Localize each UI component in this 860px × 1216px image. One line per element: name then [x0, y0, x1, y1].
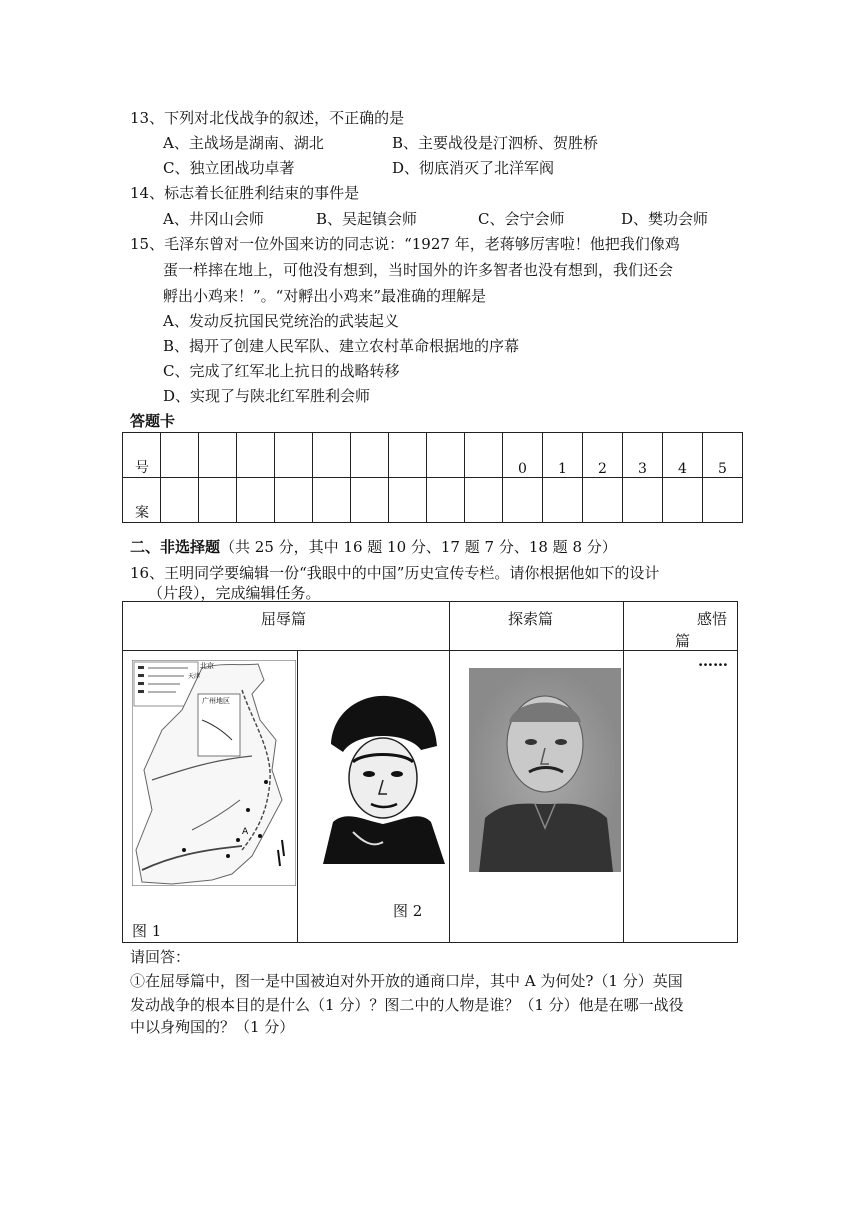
column-header-reflection: 感悟 [697, 610, 728, 628]
grid-divider [623, 602, 624, 942]
answer-cell[interactable] [427, 478, 465, 523]
q14-option-a: A、井冈山会师 [163, 210, 264, 228]
answer-cell[interactable] [161, 478, 199, 523]
answer-cell-number: 5 [703, 433, 743, 478]
section2-heading-line [130, 537, 617, 557]
sub-question-1-line2: 发动战争的根本目的是什么（1 分）？图二中的人物是谁？（1 分）他是在哪一战役 [130, 996, 684, 1014]
answer-cell[interactable] [313, 478, 351, 523]
map-label-beijing: 北京 [200, 662, 214, 670]
answer-cell[interactable] [237, 478, 275, 523]
q14-stem: 14、标志着长征胜利结束的事件是 [130, 184, 360, 202]
q13-option-a: A、主战场是湖南、湖北 [163, 134, 324, 152]
answer-card-answer-row [123, 478, 743, 523]
answer-cell[interactable] [503, 478, 543, 523]
answer-cell-number [389, 433, 427, 478]
please-answer: 请回答： [130, 948, 191, 966]
answer-card-row-label: 号 [123, 433, 161, 478]
q13-option-c: C、独立团战功卓著 [163, 159, 295, 177]
answer-cell[interactable] [275, 478, 313, 523]
answer-card-number-row [123, 433, 743, 478]
answer-cell-number: 2 [583, 433, 623, 478]
answer-cell-number [313, 433, 351, 478]
q13-option-d: D、彻底消灭了北洋军阀 [392, 159, 555, 177]
figure2-label: 图 2 [393, 902, 423, 920]
answer-cell-number [199, 433, 237, 478]
answer-cell-number [161, 433, 199, 478]
inset-title: 广州地区 [202, 697, 230, 705]
answer-cell[interactable] [623, 478, 663, 523]
reflection-ellipsis: …… [698, 652, 728, 670]
answer-card-table [122, 432, 743, 523]
grid-divider [297, 650, 298, 942]
grid-divider [123, 650, 737, 651]
q14-option-c: C、会宁会师 [478, 210, 565, 228]
map-label-tianjin: 天津 [188, 673, 201, 680]
q13-option-b: B、主要战役是汀泗桥、贺胜桥 [392, 134, 599, 152]
q14-option-d: D、樊功会师 [621, 210, 709, 228]
answer-card-row-label: 案 [123, 478, 161, 523]
q15-option-d: D、实现了与陕北红军胜利会师 [163, 387, 371, 405]
answer-cell[interactable] [351, 478, 389, 523]
q15-option-c: C、完成了红军北上抗日的战略转移 [163, 362, 400, 380]
column-header-reflection-cont: 篇 [675, 632, 691, 650]
treaty-ports-map [132, 660, 296, 886]
figure2-portrait [313, 692, 447, 864]
answer-cell-number: 4 [663, 433, 703, 478]
answer-cell-number [427, 433, 465, 478]
q14-option-b: B、吴起镇会师 [316, 210, 418, 228]
answer-card-title: 答题卡 [130, 412, 176, 430]
exploration-portrait [469, 668, 621, 872]
answer-cell[interactable] [543, 478, 583, 523]
q15-stem-line3: 孵出小鸡来！”。“对孵出小鸡来”最准确的理解是 [163, 287, 487, 305]
q15-option-b: B、揭开了创建人民军队、建立农村革命根据地的序幕 [163, 337, 520, 355]
answer-cell-number: 1 [543, 433, 583, 478]
answer-cell-number [275, 433, 313, 478]
column-design-grid [122, 601, 738, 943]
section2-heading-note: （共 25 分，其中 16 题 10 分、17 题 7 分、18 题 8 分） [220, 538, 617, 556]
answer-cell-number: 0 [503, 433, 543, 478]
sub-question-1-line3: 中以身殉国的？（1 分） [130, 1018, 295, 1036]
answer-cell-number [465, 433, 503, 478]
answer-cell[interactable] [465, 478, 503, 523]
q16-stem-line1: 16、王明同学要编辑一份“我眼中的中国”历史宣传专栏。请你根据他如下的设计 [130, 564, 660, 582]
grid-divider [449, 602, 450, 942]
column-header-exploration: 探索篇 [508, 610, 554, 628]
q15-option-a: A、发动反抗国民党统治的武装起义 [163, 312, 399, 330]
figure1-label: 图 1 [132, 922, 162, 940]
answer-cell-number [351, 433, 389, 478]
q16-stem-line2: （片段），完成编辑任务。 [148, 584, 321, 602]
sub-question-1-line1: ①在屈辱篇中，图一是中国被迫对外开放的通商口岸，其中 A 为何处?（1 分）英国 [130, 972, 683, 990]
answer-cell[interactable] [663, 478, 703, 523]
answer-cell-number: 3 [623, 433, 663, 478]
column-header-humiliation: 屈辱篇 [261, 610, 307, 628]
answer-cell[interactable] [389, 478, 427, 523]
answer-cell-number [237, 433, 275, 478]
q13-stem: 13、下列对北伐战争的叙述，不正确的是 [130, 109, 405, 127]
map-label-a: A [242, 827, 249, 837]
answer-cell[interactable] [583, 478, 623, 523]
q15-stem-line2: 蛋一样摔在地上，可他没有想到，当时国外的许多智者也没有想到，我们还会 [163, 261, 674, 279]
section2-heading: 二、非选择题 [130, 538, 221, 556]
answer-cell[interactable] [199, 478, 237, 523]
q15-stem-line1: 15、毛泽东曾对一位外国来访的同志说：“1927 年，老蒋够厉害啦！他把我们像鸡 [130, 235, 680, 253]
answer-cell[interactable] [703, 478, 743, 523]
